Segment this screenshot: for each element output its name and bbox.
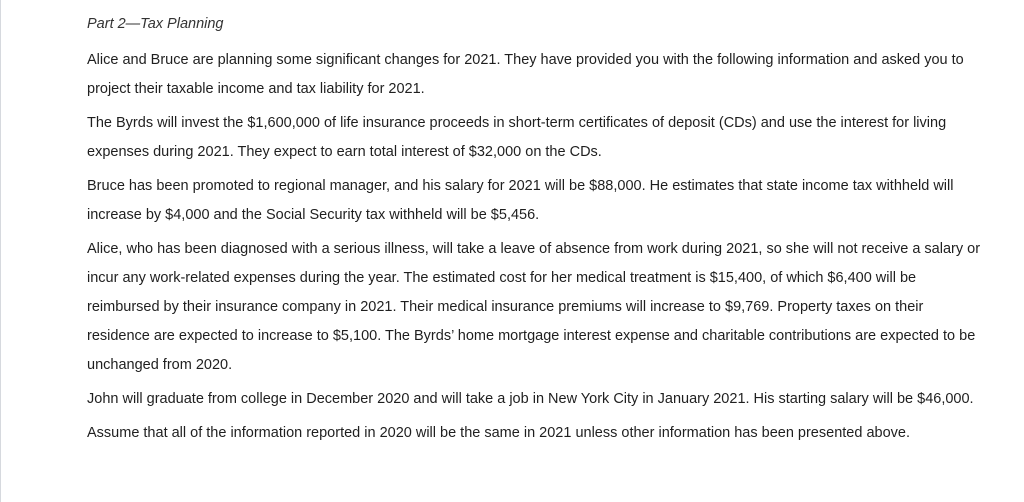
section-heading: Part 2—Tax Planning xyxy=(87,16,224,32)
paragraph-cd-investment: The Byrds will invest the $1,600,000 of life insurance proceeds in short-term certificates of deposit (CDs) and use the interest for living expenses during 2021. They expect to earn total interest of $32,000 on the CDs. xyxy=(87,115,947,160)
paragraph-intro: Alice and Bruce are planning some significant changes for 2021. They have provided you with the following information and asked you to project their taxable income and tax liability for 2021. xyxy=(87,52,964,97)
paragraph-assumption: Assume that all of the information reported in 2020 will be the same in 2021 unless other information has been presented above. xyxy=(87,425,910,441)
paragraph-bruce-salary: Bruce has been promoted to regional manager, and his salary for 2021 will be $88,000. He estimates that state income tax withheld will increase by $4,000 and the Social Security tax withheld will be $5,456. xyxy=(87,178,954,223)
paragraph-alice-medical: Alice, who has been diagnosed with a serious illness, will take a leave of absence from work during 2021, so she will not receive a salary or incur any work-related expenses during the year. The estimated cost for her medical treatment is $15,400, of which $6,400 will be reimbursed by their insurance company in 2021. Their medical insurance premiums will increase to $9,769. Property taxes on their residence are expected to increase to $5,100. The Byrds’ home mortgage interest expense and charitable contributions are expected to be unchanged from 2020. xyxy=(87,241,981,373)
paragraph-john-job: John will graduate from college in December 2020 and will take a job in New York City in January 2021. His starting salary will be $46,000. xyxy=(87,391,974,407)
document-body xyxy=(87,46,987,453)
